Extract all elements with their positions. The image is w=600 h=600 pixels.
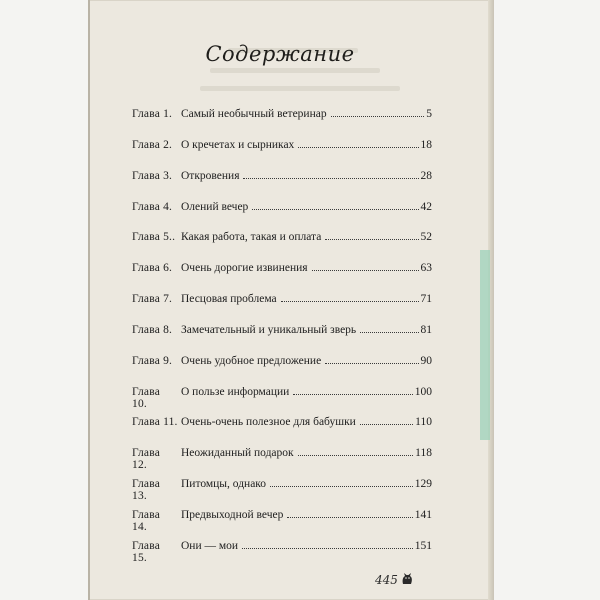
toc-leader-dots — [312, 270, 419, 271]
toc-page: 81 — [420, 323, 432, 336]
toc-chapter: Глава 1. — [132, 108, 173, 120]
toc-row — [132, 201, 432, 232]
toc-leader-dots — [325, 363, 418, 364]
toc-page: 5 — [426, 108, 432, 120]
toc-row — [132, 416, 432, 447]
toc-page: 90 — [420, 354, 432, 367]
toc-page: 28 — [420, 169, 432, 182]
toc-chapter: Глава 4. — [132, 200, 173, 213]
page-left-edge — [88, 0, 90, 600]
toc-row — [132, 170, 432, 201]
toc-page: 18 — [420, 138, 432, 151]
toc-chapter: Глава 2. — [132, 138, 173, 151]
toc-title: Они — мои — [181, 539, 239, 552]
toc-page: 129 — [414, 478, 432, 491]
toc-title: О кречетах и сырниках — [181, 138, 295, 151]
toc-row — [132, 540, 432, 571]
toc-chapter: Глава 8. — [132, 323, 173, 336]
toc-row — [132, 324, 432, 355]
toc-leader-dots — [287, 517, 412, 518]
toc-title: О пользе информации — [181, 385, 290, 398]
toc-page: 52 — [420, 231, 432, 244]
page-title: Содержание — [205, 42, 355, 66]
colored-page-edge — [480, 250, 490, 440]
toc-leader-dots — [360, 424, 413, 425]
toc-page: 100 — [414, 385, 432, 398]
toc-row — [132, 139, 432, 170]
toc-row — [132, 262, 432, 293]
toc-title: Самый необычный ветеринар — [181, 108, 327, 120]
toc-row — [132, 447, 432, 478]
cat-icon — [400, 571, 414, 585]
table-of-contents — [132, 108, 432, 571]
toc-chapter: Глава 9. — [132, 354, 173, 367]
toc-leader-dots — [298, 455, 414, 456]
toc-leader-dots — [243, 178, 418, 179]
toc-leader-dots — [252, 209, 418, 210]
toc-row — [132, 355, 432, 386]
toc-row — [132, 386, 432, 417]
toc-page: 63 — [420, 262, 432, 275]
toc-leader-dots — [360, 332, 418, 333]
toc-chapter: Глава 14. — [132, 508, 161, 533]
toc-title: Предвыходной вечер — [181, 508, 284, 521]
toc-page: 42 — [420, 200, 432, 213]
toc-chapter: Глава 15. — [132, 539, 161, 564]
toc-chapter: Глава 3. — [132, 169, 173, 182]
toc-title: Питомцы, однако — [181, 478, 267, 491]
toc-leader-dots — [298, 147, 418, 148]
toc-row — [132, 108, 432, 139]
toc-title: Неожиданный подарок — [181, 447, 294, 460]
toc-chapter: Глава 13. — [132, 478, 161, 503]
page-number: 445 — [375, 573, 398, 587]
toc-chapter: Глава 11. — [132, 416, 178, 429]
toc-page: 151 — [414, 539, 432, 552]
toc-leader-dots — [281, 301, 419, 302]
toc-leader-dots — [331, 116, 425, 117]
toc-title: Очень удобное предложение — [181, 354, 322, 367]
toc-title: Очень дорогие извинения — [181, 262, 308, 275]
toc-row — [132, 293, 432, 324]
toc-leader-dots — [242, 548, 413, 549]
toc-title: Какая работа, такая и оплата — [181, 231, 322, 244]
toc-chapter: Глава 12. — [132, 447, 161, 472]
toc-row — [132, 231, 432, 262]
toc-title: Олений вечер — [181, 200, 249, 213]
toc-chapter: Глава 5.. — [132, 231, 176, 244]
toc-page: 110 — [415, 416, 432, 429]
toc-page: 71 — [420, 293, 432, 306]
toc-chapter: Глава 6. — [132, 262, 173, 275]
toc-row — [132, 478, 432, 509]
toc-title: Песцовая проблема — [181, 293, 277, 306]
toc-title: Откровения — [181, 169, 240, 182]
bleed-through-mark — [200, 86, 400, 91]
toc-chapter: Глава 7. — [132, 293, 173, 306]
toc-chapter: Глава 10. — [132, 385, 161, 410]
toc-title: Замечательный и уникальный зверь — [181, 323, 357, 336]
toc-leader-dots — [325, 239, 418, 240]
toc-page: 118 — [415, 447, 432, 460]
toc-leader-dots — [270, 486, 413, 487]
toc-title: Очень-очень полезное для бабушки — [181, 416, 356, 429]
toc-leader-dots — [293, 394, 412, 395]
bleed-through-mark — [210, 68, 380, 73]
toc-page: 141 — [414, 508, 432, 521]
toc-row — [132, 509, 432, 540]
